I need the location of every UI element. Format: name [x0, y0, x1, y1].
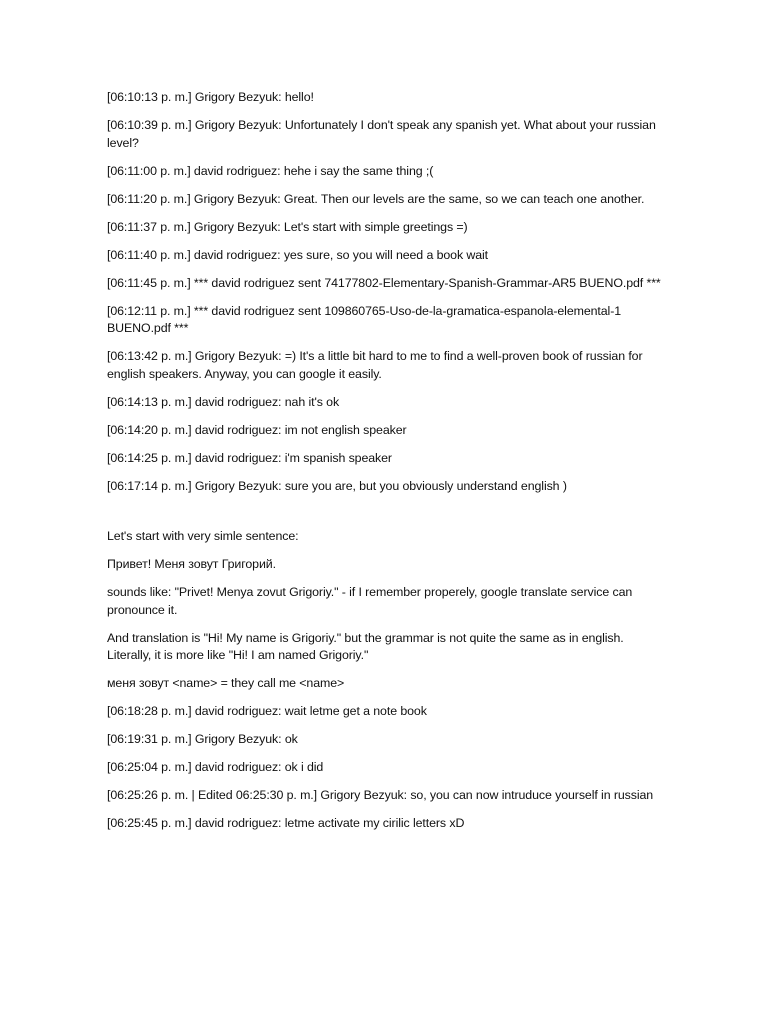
chat-line: [06:13:42 p. m.] Grigory Bezyuk: =) It's a little bit hard to me to find a well-proven book of russian for english speakers. Anyway, you can google it easily. — [107, 349, 646, 381]
chat-line: [06:14:13 p. m.] david rodriguez: nah it's ok — [107, 394, 340, 409]
chat-line: [06:25:45 p. m.] david rodriguez: letme activate my cirilic letters xD — [107, 816, 465, 830]
chat-line: [06:19:31 p. m.] Grigory Bezyuk: ok — [107, 732, 298, 746]
chat-line: [06:18:28 p. m.] david rodriguez: wait letme get a note book — [107, 704, 427, 718]
vocabulary-note: меня зовут <name> = they call me <name> — [107, 676, 345, 690]
chat-line-file-sent: [06:11:45 p. m.] *** david rodriguez sent 74177802-Elementary-Spanish-Grammar-AR5 BUENO.pdf *** — [107, 275, 661, 290]
document-page — [107, 89, 667, 843]
chat-line: [06:14:25 p. m.] david rodriguez: i'm spanish speaker — [107, 450, 392, 465]
chat-line: [06:10:13 p. m.] Grigory Bezyuk: hello! — [107, 90, 314, 104]
russian-sentence: Привет! Меня зовут Григорий. — [107, 557, 276, 571]
chat-line: [06:11:20 p. m.] Grigory Bezyuk: Great. Then our levels are the same, so we can teach one another. — [107, 191, 645, 206]
chat-line: [06:14:20 p. m.] david rodriguez: im not english speaker — [107, 422, 407, 437]
chat-line: [06:25:26 p. m. | Edited 06:25:30 p. m.] Grigory Bezyuk: so, you can now intruduce yourself in russian — [107, 788, 654, 802]
chat-line: [06:10:39 p. m.] Grigory Bezyuk: Unfortunately I don't speak any spanish yet. What about your russian level? — [107, 118, 660, 150]
chat-line-file-sent: [06:12:11 p. m.] *** david rodriguez sent 109860765-Uso-de-la-gramatica-espanola-elemental-1 BUENO.pdf *** — [107, 303, 625, 335]
pronunciation-note: sounds like: "Privet! Menya zovut Grigoriy." - if I remember properely, google translate service can pronounce it. — [107, 585, 636, 617]
chat-line: [06:11:00 p. m.] david rodriguez: hehe i say the same thing ;( — [107, 163, 434, 178]
translation-note: And translation is "Hi! My name is Grigoriy." but the grammar is not quite the same as in english. Literally, it is more like "Hi! I am named Grigoriy." — [107, 630, 627, 662]
chat-line: [06:17:14 p. m.] Grigory Bezyuk: sure you are, but you obviously understand english ) — [107, 478, 567, 493]
chat-line: [06:11:40 p. m.] david rodriguez: yes sure, so you will need a book wait — [107, 247, 489, 262]
lesson-intro: Let's start with very simle sentence: — [107, 529, 299, 543]
chat-line: [06:11:37 p. m.] Grigory Bezyuk: Let's start with simple greetings =) — [107, 219, 468, 234]
chat-line: [06:25:04 p. m.] david rodriguez: ok i did — [107, 760, 324, 774]
